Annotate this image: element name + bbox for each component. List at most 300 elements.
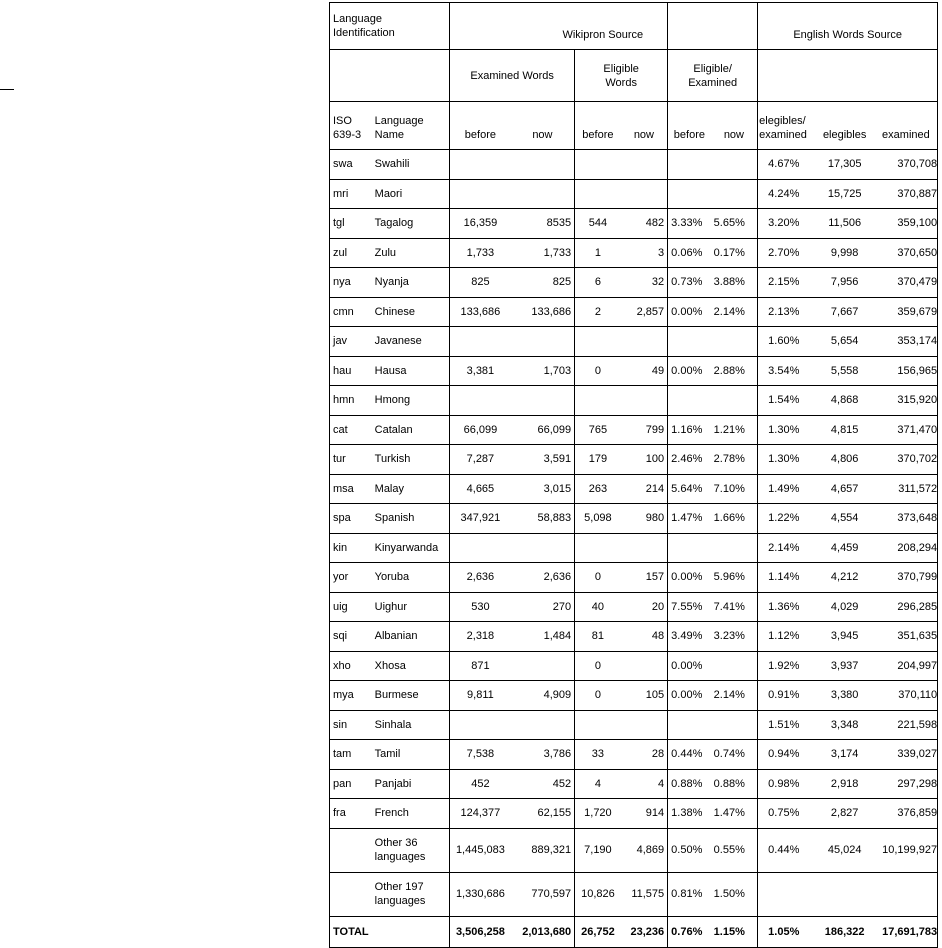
eligible-now-cell: 11,575 [621, 872, 668, 916]
examined-cell: 370,110 [875, 681, 938, 711]
table-row [330, 150, 938, 180]
elegibles-examined-cell: 3.20% [758, 209, 815, 239]
ratio-now-cell [711, 150, 758, 180]
table-row [330, 356, 938, 386]
elegibles-cell: 4,554 [815, 504, 875, 534]
elegibles-cell: 3,937 [815, 651, 875, 681]
examined-now-cell: 770,597 [511, 872, 575, 916]
iso-code-cell: uig [330, 592, 372, 622]
english-words-source-header: English Words Source [758, 3, 938, 50]
examined-now-cell: 2,013,680 [511, 916, 575, 947]
ratio-now-cell [711, 651, 758, 681]
eligible-now-cell: 214 [621, 474, 668, 504]
examined-before-cell [450, 327, 511, 357]
elegibles-examined-cell: 2.15% [758, 268, 815, 298]
language-name-cell: Uighur [372, 592, 450, 622]
iso-code-cell: kin [330, 533, 372, 563]
elegibles-examined-cell: 1.12% [758, 622, 815, 652]
examined-now-cell: 270 [511, 592, 575, 622]
language-name-cell: Tamil [372, 740, 450, 770]
other-languages-row [330, 828, 938, 872]
examined-before-cell: 7,287 [450, 445, 511, 475]
eligible-now-cell [621, 150, 668, 180]
table-row [330, 563, 938, 593]
examined-cell: 10,199,927 [875, 828, 938, 872]
eligible-before-cell: 0 [575, 563, 621, 593]
ratio-now-header: now [711, 102, 758, 150]
language-name-cell: Maori [372, 179, 450, 209]
ratio-before-cell: 3.33% [668, 209, 711, 239]
ratio-now-cell: 0.55% [711, 828, 758, 872]
examined-now-cell: 3,786 [511, 740, 575, 770]
ratio-before-cell [668, 179, 711, 209]
ratio-before-cell: 5.64% [668, 474, 711, 504]
header-row-3 [330, 102, 938, 150]
eligible-before-cell: 0 [575, 356, 621, 386]
examined-now-cell [511, 710, 575, 740]
iso-code-cell: hau [330, 356, 372, 386]
eligible-now-cell [621, 710, 668, 740]
examined-before-cell: 452 [450, 769, 511, 799]
ratio-now-cell [711, 710, 758, 740]
language-name-cell: Malay [372, 474, 450, 504]
examined-before-cell [450, 150, 511, 180]
eligible-now-cell: 157 [621, 563, 668, 593]
table-row [330, 386, 938, 416]
elegibles-examined-cell: 0.91% [758, 681, 815, 711]
language-name-cell: Panjabi [372, 769, 450, 799]
examined-now-cell: 4,909 [511, 681, 575, 711]
examined-now-cell: 66,099 [511, 415, 575, 445]
ratio-before-cell: 1.16% [668, 415, 711, 445]
examined-cell: 221,598 [875, 710, 938, 740]
elegibles-cell: 4,212 [815, 563, 875, 593]
elegibles-cell: 5,654 [815, 327, 875, 357]
eligible-now-cell: 2,857 [621, 297, 668, 327]
iso-code-cell: swa [330, 150, 372, 180]
examined-cell: 359,679 [875, 297, 938, 327]
iso-code-cell: msa [330, 474, 372, 504]
ratio-before-cell: 0.50% [668, 828, 711, 872]
eligible-now-cell: 20 [621, 592, 668, 622]
elegibles-cell: 2,918 [815, 769, 875, 799]
table-row [330, 592, 938, 622]
total-row [330, 916, 938, 947]
language-name-cell: Chinese [372, 297, 450, 327]
table-row [330, 799, 938, 829]
language-name-cell: Sinhala [372, 710, 450, 740]
table-row [330, 209, 938, 239]
elegibles-examined-cell: 1.22% [758, 504, 815, 534]
language-name-cell [372, 916, 450, 947]
examined-words-header: Examined Words [450, 50, 575, 102]
ratio-now-cell: 0.88% [711, 769, 758, 799]
ratio-before-cell: 0.76% [668, 916, 711, 947]
language-name-cell: Catalan [372, 415, 450, 445]
elegibles-examined-cell: 1.60% [758, 327, 815, 357]
elegibles-examined-cell: 1.14% [758, 563, 815, 593]
ratio-now-cell: 2.88% [711, 356, 758, 386]
elegibles-examined-cell: 0.98% [758, 769, 815, 799]
language-name-cell: Burmese [372, 681, 450, 711]
elegibles-cell: 17,305 [815, 150, 875, 180]
ratio-before-cell [668, 386, 711, 416]
language-name-cell: Albanian [372, 622, 450, 652]
ratio-before-cell: 7.55% [668, 592, 711, 622]
eligible-before-cell: 26,752 [575, 916, 621, 947]
iso-code-cell: hmn [330, 386, 372, 416]
examined-now-cell: 62,155 [511, 799, 575, 829]
ratio-before-cell: 0.06% [668, 238, 711, 268]
table-row [330, 651, 938, 681]
ratio-now-cell [711, 533, 758, 563]
examined-now-cell [511, 651, 575, 681]
ratio-now-cell: 0.17% [711, 238, 758, 268]
margin-dash-mark [0, 89, 14, 90]
language-name-cell: Turkish [372, 445, 450, 475]
eligible-before-cell: 4 [575, 769, 621, 799]
elegibles-cell: 3,348 [815, 710, 875, 740]
ratio-before-cell: 1.47% [668, 504, 711, 534]
examined-now-cell: 2,636 [511, 563, 575, 593]
eligible-words-header: Eligible Words [575, 50, 668, 102]
table-row [330, 327, 938, 357]
iso-code-cell: tur [330, 445, 372, 475]
iso-code-cell: tgl [330, 209, 372, 239]
examined-before-cell: 1,330,686 [450, 872, 511, 916]
iso-code-cell: yor [330, 563, 372, 593]
examined-now-cell: 1,703 [511, 356, 575, 386]
examined-before-cell: 7,538 [450, 740, 511, 770]
eligible-now-cell [621, 327, 668, 357]
eligible-now-cell [621, 179, 668, 209]
ratio-now-cell: 5.65% [711, 209, 758, 239]
elegibles-examined-cell: 1.05% [758, 916, 815, 947]
iso-code-cell: xho [330, 651, 372, 681]
ratio-now-cell: 2.78% [711, 445, 758, 475]
elegibles-examined-cell: 1.30% [758, 445, 815, 475]
examined-cell: 359,100 [875, 209, 938, 239]
ratio-before-cell: 0.00% [668, 356, 711, 386]
table-row [330, 238, 938, 268]
ratio-now-cell: 2.14% [711, 681, 758, 711]
language-name-cell: Javanese [372, 327, 450, 357]
elegibles-cell: 11,506 [815, 209, 875, 239]
language-name-cell: Kinyarwanda [372, 533, 450, 563]
ratio-now-cell: 1.15% [711, 916, 758, 947]
ratio-now-cell: 1.66% [711, 504, 758, 534]
eligible-before-cell: 0 [575, 681, 621, 711]
examined-cell: 208,294 [875, 533, 938, 563]
eligible-now-cell: 980 [621, 504, 668, 534]
examined-cell: 315,920 [875, 386, 938, 416]
elegibles-examined-cell: 4.24% [758, 179, 815, 209]
examined-now-cell: 452 [511, 769, 575, 799]
examined-before-cell: 124,377 [450, 799, 511, 829]
iso-code-cell [330, 828, 372, 872]
examined-now-cell: 3,015 [511, 474, 575, 504]
examined-now-cell: 3,591 [511, 445, 575, 475]
elegibles-cell: 3,945 [815, 622, 875, 652]
examined-cell: 370,887 [875, 179, 938, 209]
examined-before-cell: 2,318 [450, 622, 511, 652]
examined-before-cell: 825 [450, 268, 511, 298]
elegibles-cell: 3,380 [815, 681, 875, 711]
ratio-now-cell: 2.14% [711, 297, 758, 327]
examined-cell: 17,691,783 [875, 916, 938, 947]
elegibles-cell: 4,806 [815, 445, 875, 475]
iso-code-cell: spa [330, 504, 372, 534]
language-name-cell: Swahili [372, 150, 450, 180]
iso-code-cell: fra [330, 799, 372, 829]
elegibles-examined-cell: 1.51% [758, 710, 815, 740]
eligible-now-cell: 4 [621, 769, 668, 799]
examined-before-cell: 1,445,083 [450, 828, 511, 872]
language-name-cell: Nyanja [372, 268, 450, 298]
examined-now-cell: 825 [511, 268, 575, 298]
elegibles-examined-cell: 1.92% [758, 651, 815, 681]
iso-header: ISO 639-3 [330, 102, 372, 150]
language-name-cell: Other 197 languages [372, 872, 450, 916]
examined-cell: 353,174 [875, 327, 938, 357]
examined-now-cell [511, 327, 575, 357]
elegibles-examined-cell: 4.67% [758, 150, 815, 180]
iso-code-cell: cat [330, 415, 372, 445]
iso-code-cell [330, 872, 372, 916]
elegibles-cell: 3,174 [815, 740, 875, 770]
examined-cell: 376,859 [875, 799, 938, 829]
eligible-now-cell: 28 [621, 740, 668, 770]
elegibles-cell: 4,815 [815, 415, 875, 445]
eligible-before-cell: 5,098 [575, 504, 621, 534]
ratio-now-cell [711, 386, 758, 416]
ratio-before-cell: 3.49% [668, 622, 711, 652]
elegibles-examined-cell: 3.54% [758, 356, 815, 386]
table-row [330, 769, 938, 799]
examined-cell: 370,708 [875, 150, 938, 180]
iso-code-cell: jav [330, 327, 372, 357]
elegibles-examined-cell [758, 872, 815, 916]
examined-cell: 296,285 [875, 592, 938, 622]
elegibles-cell: 5,558 [815, 356, 875, 386]
examined-now-cell [511, 533, 575, 563]
language-name-cell: Spanish [372, 504, 450, 534]
iso-code-cell: mri [330, 179, 372, 209]
examined-cell: 156,965 [875, 356, 938, 386]
ratio-now-cell: 5.96% [711, 563, 758, 593]
ratio-now-cell: 1.47% [711, 799, 758, 829]
eligible-now-cell: 100 [621, 445, 668, 475]
iso-code-cell: sin [330, 710, 372, 740]
elegibles-examined-cell: 0.75% [758, 799, 815, 829]
ratio-before-cell: 0.00% [668, 681, 711, 711]
elegibles-cell: 7,667 [815, 297, 875, 327]
other-languages-row [330, 872, 938, 916]
examined-before-cell: 871 [450, 651, 511, 681]
iso-code-cell: mya [330, 681, 372, 711]
examined-cell: 311,572 [875, 474, 938, 504]
table-row [330, 740, 938, 770]
eligible-now-cell [621, 651, 668, 681]
eligible-now-cell: 48 [621, 622, 668, 652]
ratio-now-cell: 1.50% [711, 872, 758, 916]
table-row [330, 622, 938, 652]
table-row [330, 297, 938, 327]
iso-code-cell: sqi [330, 622, 372, 652]
ratio-before-cell: 2.46% [668, 445, 711, 475]
ratio-before-cell [668, 150, 711, 180]
language-name-cell: Hmong [372, 386, 450, 416]
examined-before-cell: 66,099 [450, 415, 511, 445]
elegibles-header: elegibles [815, 102, 875, 150]
language-name-cell: Xhosa [372, 651, 450, 681]
iso-code-cell: TOTAL [330, 916, 372, 947]
elegibles-cell: 45,024 [815, 828, 875, 872]
elegibles-cell: 2,827 [815, 799, 875, 829]
wikipron-source-header: Wikipron Source [450, 3, 668, 50]
examined-before-cell: 2,636 [450, 563, 511, 593]
examined-now-header: now [511, 102, 575, 150]
elegibles-examined-cell: 2.14% [758, 533, 815, 563]
eligible-before-cell: 1 [575, 238, 621, 268]
eligible-before-cell: 33 [575, 740, 621, 770]
table-row [330, 710, 938, 740]
eligible-before-cell: 40 [575, 592, 621, 622]
examined-cell: 373,648 [875, 504, 938, 534]
eligible-before-cell: 7,190 [575, 828, 621, 872]
examined-now-cell: 8535 [511, 209, 575, 239]
elegibles-examined-cell: 2.13% [758, 297, 815, 327]
ratio-now-cell: 0.74% [711, 740, 758, 770]
elegibles-cell: 15,725 [815, 179, 875, 209]
eligible-now-cell [621, 386, 668, 416]
eligible-before-cell: 544 [575, 209, 621, 239]
table-row [330, 445, 938, 475]
examined-before-cell: 133,686 [450, 297, 511, 327]
examined-before-cell [450, 179, 511, 209]
examined-now-cell [511, 386, 575, 416]
ratio-now-cell [711, 327, 758, 357]
elegibles-examined-header: elegibles/ examined [758, 102, 815, 150]
table-row [330, 474, 938, 504]
ratio-before-cell: 0.00% [668, 651, 711, 681]
examined-before-cell [450, 533, 511, 563]
examined-cell: 339,027 [875, 740, 938, 770]
language-name-cell: Hausa [372, 356, 450, 386]
language-statistics-table [329, 2, 938, 948]
table-row [330, 179, 938, 209]
eligible-now-cell: 49 [621, 356, 668, 386]
iso-code-cell: nya [330, 268, 372, 298]
ratio-before-cell: 0.00% [668, 563, 711, 593]
examined-now-cell: 58,883 [511, 504, 575, 534]
elegibles-cell: 9,998 [815, 238, 875, 268]
eligible-now-cell: 4,869 [621, 828, 668, 872]
ratio-before-cell: 1.38% [668, 799, 711, 829]
examined-before-cell: 3,381 [450, 356, 511, 386]
elegibles-cell: 186,322 [815, 916, 875, 947]
language-name-cell: Other 36 languages [372, 828, 450, 872]
eligible-now-cell: 3 [621, 238, 668, 268]
elegibles-cell [815, 872, 875, 916]
elegibles-cell: 4,459 [815, 533, 875, 563]
eligible-now-header: now [621, 102, 668, 150]
language-identification-header: Language Identification [330, 3, 450, 50]
examined-now-cell: 1,484 [511, 622, 575, 652]
iso-code-cell: cmn [330, 297, 372, 327]
eligible-before-cell [575, 710, 621, 740]
examined-cell: 204,997 [875, 651, 938, 681]
eligible-now-cell: 105 [621, 681, 668, 711]
eligible-before-cell [575, 386, 621, 416]
eligible-before-cell [575, 327, 621, 357]
examined-now-cell: 889,321 [511, 828, 575, 872]
examined-now-cell [511, 150, 575, 180]
examined-before-cell: 9,811 [450, 681, 511, 711]
iso-code-cell: tam [330, 740, 372, 770]
examined-cell: 297,298 [875, 769, 938, 799]
ratio-before-cell: 0.81% [668, 872, 711, 916]
elegibles-examined-cell: 1.54% [758, 386, 815, 416]
ratio-before-cell [668, 710, 711, 740]
examined-before-cell: 16,359 [450, 209, 511, 239]
elegibles-examined-cell: 0.44% [758, 828, 815, 872]
eligible-now-cell [621, 533, 668, 563]
elegibles-cell: 4,657 [815, 474, 875, 504]
examined-cell: 371,470 [875, 415, 938, 445]
ratio-before-cell [668, 533, 711, 563]
ratio-before-header: before [668, 102, 711, 150]
ratio-before-cell: 0.73% [668, 268, 711, 298]
table-row [330, 681, 938, 711]
eligible-before-cell: 81 [575, 622, 621, 652]
examined-before-header: before [450, 102, 511, 150]
header-row-2 [330, 50, 938, 102]
ratio-now-cell: 3.23% [711, 622, 758, 652]
eligible-before-cell: 2 [575, 297, 621, 327]
eligible-before-cell: 0 [575, 651, 621, 681]
elegibles-cell: 7,956 [815, 268, 875, 298]
language-name-cell: Zulu [372, 238, 450, 268]
elegibles-examined-cell: 2.70% [758, 238, 815, 268]
examined-before-cell [450, 386, 511, 416]
elegibles-examined-cell: 1.30% [758, 415, 815, 445]
eligible-before-header: before [575, 102, 621, 150]
examined-cell: 370,702 [875, 445, 938, 475]
eligible-now-cell: 32 [621, 268, 668, 298]
iso-code-cell: pan [330, 769, 372, 799]
ratio-now-cell [711, 179, 758, 209]
ratio-now-cell: 3.88% [711, 268, 758, 298]
examined-before-cell: 530 [450, 592, 511, 622]
examined-before-cell: 347,921 [450, 504, 511, 534]
examined-before-cell: 1,733 [450, 238, 511, 268]
elegibles-examined-cell: 1.36% [758, 592, 815, 622]
examined-now-cell: 133,686 [511, 297, 575, 327]
eligible-now-cell: 23,236 [621, 916, 668, 947]
ratio-now-cell: 7.41% [711, 592, 758, 622]
eligible-before-cell: 179 [575, 445, 621, 475]
eligible-before-cell [575, 179, 621, 209]
elegibles-cell: 4,868 [815, 386, 875, 416]
eligible-before-cell: 1,720 [575, 799, 621, 829]
examined-before-cell: 4,665 [450, 474, 511, 504]
examined-cell [875, 872, 938, 916]
examined-header: examined [875, 102, 938, 150]
language-name-cell: French [372, 799, 450, 829]
eligible-examined-header: Eligible/ Examined [668, 50, 758, 102]
ratio-before-cell: 0.88% [668, 769, 711, 799]
